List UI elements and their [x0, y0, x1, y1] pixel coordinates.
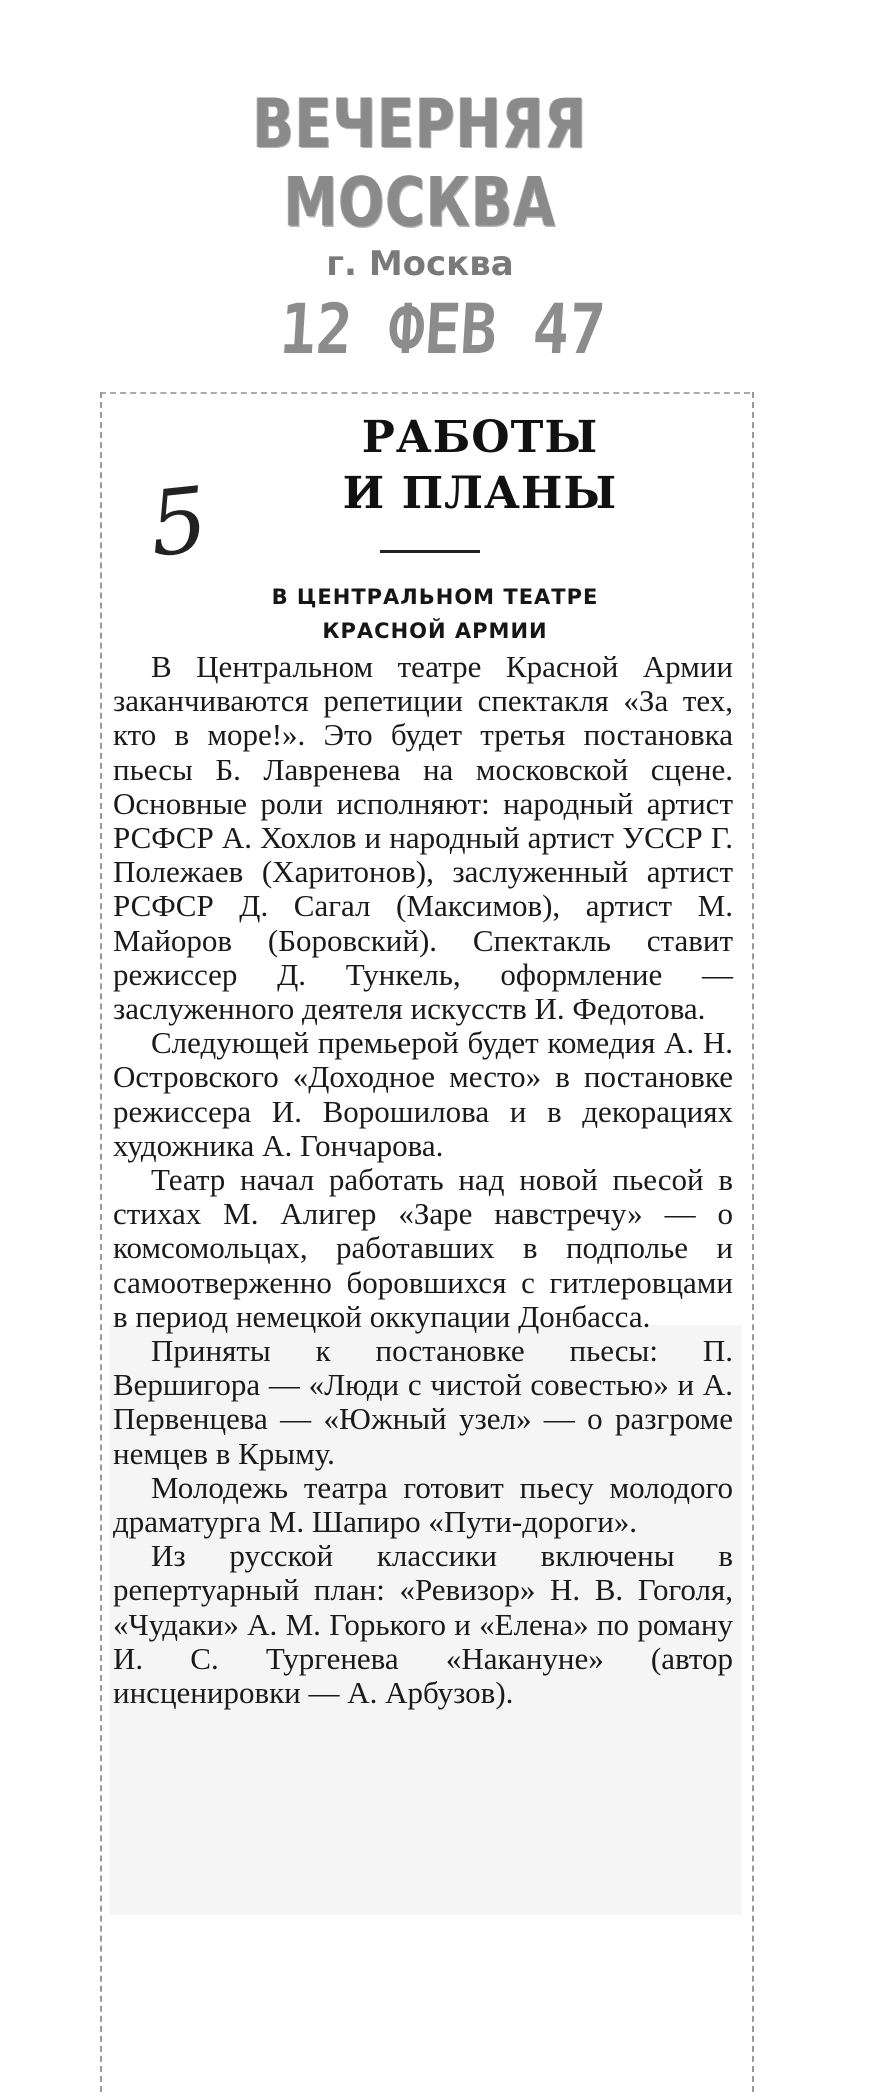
article-title	[250, 410, 710, 522]
paragraph: Театр начал работать над новой пьесой в стихах М. Алигер «Заре навстречу» — о комсомольцах, работавших в подполье и самоотверженно боровшихся с гитлеровцами в период немецкой оккупации Донбасса.	[113, 1162, 733, 1334]
paragraph: Приняты к постановке пьесы: П. Вершигора — «Люди с чистой совестью» и А. Первенцева — «Южный узел» — о разгроме немцев в Крыму.	[113, 1333, 733, 1471]
article-body	[113, 650, 733, 1710]
title-line-2: И ПЛАНЫ	[342, 468, 618, 519]
subtitle-line-2: КРАСНОЙ АРМИИ	[322, 619, 548, 643]
paragraph: Следующей премьерой будет комедия А. Н. Островского «Доходное место» в постановке режиссера И. Ворошилова и в декорациях художника А. Гончарова.	[113, 1025, 733, 1163]
title-rule	[380, 550, 480, 553]
date-stamp: 12 ФЕВ 47	[277, 289, 608, 371]
paragraph: Из русской классики включены в репертуарный план: «Ревизор» Н. В. Гоголя, «Чудаки» А. М. Горького и «Елена» по роману И. С. Тургенева «Накануне» (автор инсценировки — А. Арбузов).	[113, 1538, 733, 1711]
paragraph: В Центральном театре Красной Армии заканчиваются репетиции спектакля «За тех, кто в море!». Это будет третья постановка пьесы Б. Лавренева на московской сцене. Основные роли исполняют: народный артист РСФСР А. Хохлов и народный артист УССР Г. Полежаев (Харитонов), заслуженный артист РСФСР Д. Сагал (Максимов), артист М. Майоров (Боровский). Спектакль ставит режиссер Д. Тункель, оформление — заслуженного деятеля искусств И. Федотова.	[113, 649, 733, 1027]
subtitle-line-1: В ЦЕНТРАЛЬНОМ ТЕАТРЕ	[271, 585, 599, 609]
newspaper-stamp	[170, 84, 670, 284]
article-subtitle	[150, 580, 720, 648]
paragraph: Молодежь театра готовит пьесу молодого драматурга М. Шапиро «Пути-дороги».	[113, 1469, 733, 1540]
newspaper-name: ВЕЧЕРНЯЯ МОСКВА	[252, 84, 588, 242]
title-line-1: РАБОТЫ	[361, 412, 599, 463]
handwritten-number: 5	[144, 467, 213, 578]
newspaper-city: г. Москва	[326, 244, 514, 284]
